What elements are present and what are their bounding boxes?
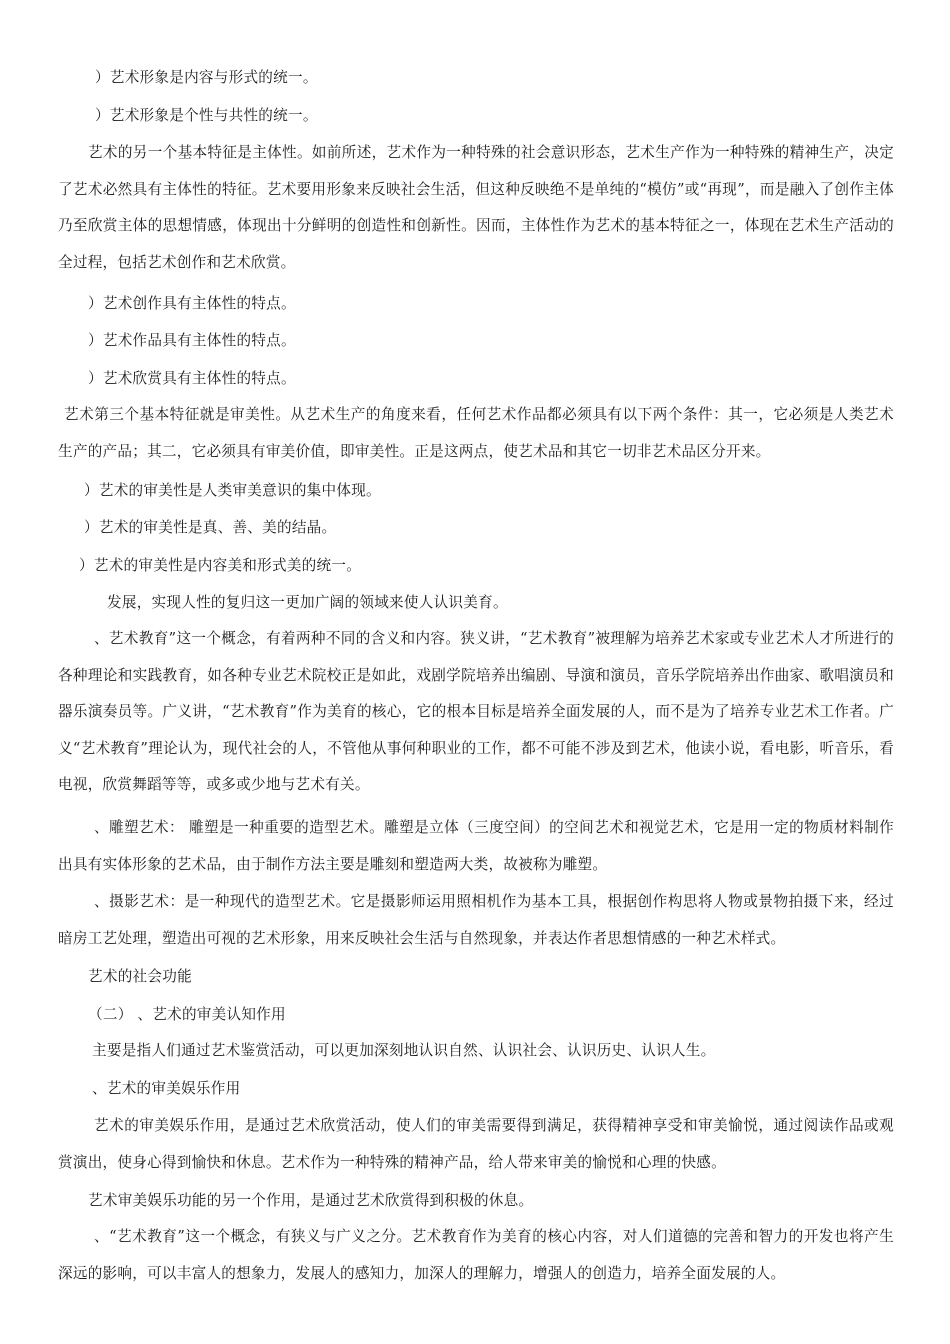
body-paragraph: 艺术第三个基本特征就是审美性。从艺术生产的角度来看，任何艺术作品都必须具有以下两个条件：其一，它必须是人类艺术生产的产品；其二，它必须具有审美价值，即审美性。正是这两点，使艺术品和其它一切非艺术品区分开来。 (58, 406, 894, 460)
list-item: ）艺术欣赏具有主体性的特点。 (88, 370, 296, 387)
list-item: ）艺术的审美性是真、善、美的结晶。 (84, 519, 337, 536)
list-item: ）艺术形象是内容与形式的统一。 (95, 69, 318, 86)
body-line: 艺术审美娱乐功能的另一个作用，是通过艺术欣赏得到积极的休息。 (88, 1192, 534, 1209)
section-heading: 艺术的社会功能 (88, 968, 192, 985)
body-paragraph: 、雕塑艺术： 雕塑是一种重要的造型艺术。雕塑是立体（三度空间）的空间艺术和视觉艺术，它是用一定的物质材料制作出具有实体形象的艺术品，由于制作方法主要是雕刻和塑造两大类，故被称为雕塑。 (58, 819, 894, 873)
list-item: ）艺术形象是个性与共性的统一。 (95, 107, 318, 124)
body-line: 发展，实现人性的复归这一更加广阔的领域来使人认识美育。 (107, 594, 508, 611)
list-item: ）艺术的审美性是内容美和形式美的统一。 (79, 557, 362, 574)
body-paragraph: 艺术的审美娱乐作用，是通过艺术欣赏活动，使人们的审美需要得到满足，获得精神享受和审美愉悦，通过阅读作品或观赏演出，使身心得到愉快和休息。艺术作为一种特殊的精神产品，给人带来审美的愉悦和心理的快感。 (58, 1117, 894, 1171)
body-paragraph: 艺术的另一个基本特征是主体性。如前所述，艺术作为一种特殊的社会意识形态，艺术生产作为一种特殊的精神生产，决定了艺术必然具有主体性的特征。艺术要用形象来反映社会生活，但这种反映绝不是单纯的“模仿”或“再现”，而是融入了创作主体乃至欣赏主体的思想情感，体现出十分鲜明的创造性和创新性。因而，主体性作为艺术的基本特征之一，体现在艺术生产活动的全过程，包括艺术创作和艺术欣赏。 (58, 144, 894, 271)
subsection-heading: 、艺术的审美娱乐作用 (92, 1080, 241, 1097)
list-item: ）艺术作品具有主体性的特点。 (88, 332, 296, 349)
subsection-heading: （二） 、艺术的审美认知作用 (88, 1006, 286, 1023)
list-item: ）艺术的审美性是人类审美意识的集中体现。 (84, 482, 381, 499)
body-paragraph: 、艺术教育”这一个概念，有着两种不同的含义和内容。狭义讲，“艺术教育”被理解为培养艺术家或专业艺术人才所进行的各种理论和实践教育，如各种专业艺术院校正是如此，戏剧学院培养出编剧、导演和演员，音乐学院培养出作曲家、歌唱演员和器乐演奏员等。广义讲，“艺术教育”作为美育的核心，它的根本目标是培养全面发展的人，而不是为了培养专业艺术工作者。广义“艺术教育”理论认为，现代社会的人，不管他从事何种职业的工作，都不可能不涉及到艺术，他读小说，看电影，听音乐，看电视，欣赏舞蹈等等，或多或少地与艺术有关。 (58, 630, 894, 793)
body-paragraph: 、“艺术教育”这一个概念，有狭义与广义之分。艺术教育作为美育的核心内容，对人们道德的完善和智力的开发也将产生深远的影响，可以丰富人的想象力，发展人的感知力，加深人的理解力，增强人的创造力，培养全面发展的人。 (58, 1228, 894, 1282)
body-line: 主要是指人们通过艺术鉴赏活动，可以更加深刻地认识自然、认识社会、认识历史、认识人生。 (92, 1042, 716, 1059)
list-item: ）艺术创作具有主体性的特点。 (88, 295, 296, 312)
body-paragraph: 、摄影艺术：是一种现代的造型艺术。它是摄影师运用照相机作为基本工具，根据创作构思将人物或景物拍摄下来，经过暗房工艺处理，塑造出可视的艺术形象，用来反映社会生活与自然现象，并表达作者思想情感的一种艺术样式。 (58, 893, 894, 947)
